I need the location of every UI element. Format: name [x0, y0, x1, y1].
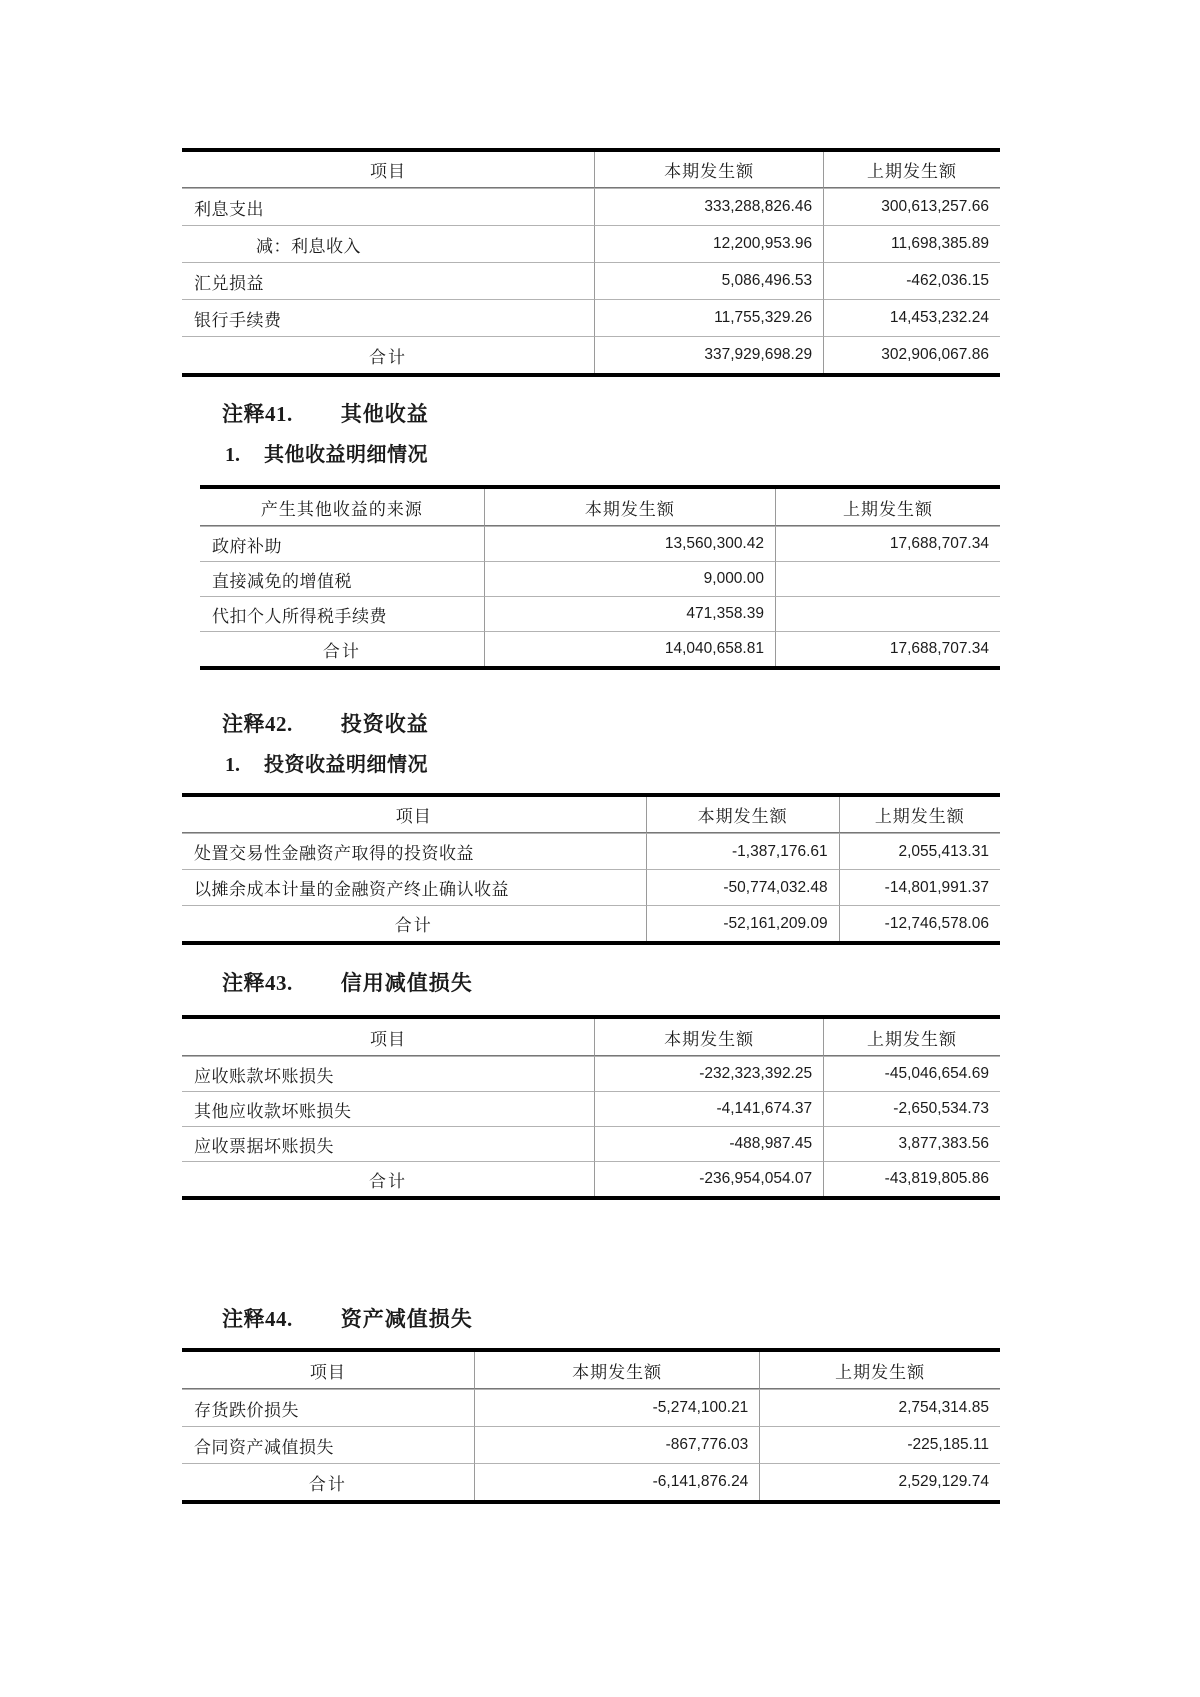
column-header: 上期发生额: [824, 152, 1000, 188]
investment-income-table: [182, 793, 1000, 945]
prior-period-amount: -43,819,805.86: [824, 1161, 1000, 1196]
note-42-label: 注释42.: [222, 712, 293, 736]
column-header: 项目: [182, 1352, 475, 1389]
current-period-amount: 471,358.39: [485, 596, 776, 631]
current-period-amount: -52,161,209.09: [647, 905, 840, 941]
row-label: 直接减免的增值税: [200, 561, 485, 596]
prior-period-amount: 3,877,383.56: [824, 1126, 1000, 1161]
prior-period-amount: 302,906,067.86: [824, 336, 1000, 373]
column-header: 产生其他收益的来源: [200, 489, 485, 526]
row-label: 其他应收款坏账损失: [182, 1091, 595, 1126]
prior-period-amount: 2,754,314.85: [760, 1389, 1000, 1426]
row-label: 存货跌价损失: [182, 1389, 475, 1426]
note-42-subheading: [225, 752, 428, 778]
note-44-title: 资产减值损失: [340, 1307, 473, 1331]
note-43-title: 信用减值损失: [340, 971, 473, 995]
row-label: 处置交易性金融资产取得的投资收益: [182, 833, 647, 869]
column-header: 本期发生额: [595, 1019, 824, 1056]
current-period-amount: -50,774,032.48: [647, 869, 840, 905]
note-42-title: 投资收益: [340, 712, 429, 736]
current-period-amount: 14,040,658.81: [485, 631, 776, 666]
note-42-heading: [222, 710, 429, 738]
credit-impairment-table: [182, 1015, 1000, 1200]
current-period-amount: 9,000.00: [485, 561, 776, 596]
current-period-amount: -867,776.03: [475, 1426, 760, 1463]
current-period-amount: -232,323,392.25: [595, 1056, 824, 1091]
current-period-amount: -6,141,876.24: [475, 1463, 760, 1500]
note-41-label: 注释41.: [222, 402, 293, 426]
note-42-item-number: 1.: [225, 754, 240, 776]
prior-period-amount: -225,185.11: [760, 1426, 1000, 1463]
column-header: 项目: [182, 1019, 595, 1056]
current-period-amount: -4,141,674.37: [595, 1091, 824, 1126]
note-43-label: 注释43.: [222, 971, 293, 995]
prior-period-amount: 17,688,707.34: [776, 526, 1000, 561]
row-label: 减：利息收入: [182, 225, 595, 262]
current-period-amount: -488,987.45: [595, 1126, 824, 1161]
row-label: 应收票据坏账损失: [182, 1126, 595, 1161]
current-period-amount: -5,274,100.21: [475, 1389, 760, 1426]
column-header: 项目: [182, 152, 595, 188]
row-label: 汇兑损益: [182, 262, 595, 299]
prior-period-amount: 11,698,385.89: [824, 225, 1000, 262]
prior-period-amount: 2,055,413.31: [840, 833, 1000, 869]
note-41-subheading: [225, 442, 428, 468]
prior-period-amount: [776, 561, 1000, 596]
row-label: 政府补助: [200, 526, 485, 561]
prior-period-amount: -462,036.15: [824, 262, 1000, 299]
other-income-table: [200, 485, 1000, 670]
row-label: 银行手续费: [182, 299, 595, 336]
current-period-amount: 333,288,826.46: [595, 188, 824, 225]
column-header: 上期发生额: [840, 797, 1000, 833]
note-41-heading: [222, 400, 429, 428]
column-header: 本期发生额: [595, 152, 824, 188]
current-period-amount: 12,200,953.96: [595, 225, 824, 262]
total-row-label: 合计: [182, 1161, 595, 1196]
prior-period-amount: 2,529,129.74: [760, 1463, 1000, 1500]
prior-period-amount: -45,046,654.69: [824, 1056, 1000, 1091]
note-43-heading: [222, 969, 473, 997]
column-header: 本期发生额: [475, 1352, 760, 1389]
row-label: 以摊余成本计量的金融资产终止确认收益: [182, 869, 647, 905]
total-row-label: 合计: [182, 905, 647, 941]
note-42-item-title: 投资收益明细情况: [264, 754, 428, 776]
note-44-heading: [222, 1305, 473, 1333]
column-header: 项目: [182, 797, 647, 833]
row-label: 代扣个人所得税手续费: [200, 596, 485, 631]
note-41-item-number: 1.: [225, 444, 240, 466]
row-label: 利息支出: [182, 188, 595, 225]
note-44-label: 注释44.: [222, 1307, 293, 1331]
current-period-amount: 5,086,496.53: [595, 262, 824, 299]
prior-period-amount: -12,746,578.06: [840, 905, 1000, 941]
total-row-label: 合计: [200, 631, 485, 666]
current-period-amount: -236,954,054.07: [595, 1161, 824, 1196]
prior-period-amount: -2,650,534.73: [824, 1091, 1000, 1126]
prior-period-amount: [776, 596, 1000, 631]
note-41-item-title: 其他收益明细情况: [264, 444, 428, 466]
column-header: 上期发生额: [760, 1352, 1000, 1389]
total-row-label: 合计: [182, 1463, 475, 1500]
column-header: 上期发生额: [776, 489, 1000, 526]
column-header: 上期发生额: [824, 1019, 1000, 1056]
prior-period-amount: -14,801,991.37: [840, 869, 1000, 905]
current-period-amount: 337,929,698.29: [595, 336, 824, 373]
asset-impairment-table: [182, 1348, 1000, 1504]
prior-period-amount: 17,688,707.34: [776, 631, 1000, 666]
total-row-label: 合计: [182, 336, 595, 373]
column-header: 本期发生额: [647, 797, 840, 833]
note-41-title: 其他收益: [340, 402, 429, 426]
current-period-amount: 11,755,329.26: [595, 299, 824, 336]
row-label: 应收账款坏账损失: [182, 1056, 595, 1091]
column-header: 本期发生额: [485, 489, 776, 526]
prior-period-amount: 14,453,232.24: [824, 299, 1000, 336]
current-period-amount: 13,560,300.42: [485, 526, 776, 561]
prior-period-amount: 300,613,257.66: [824, 188, 1000, 225]
current-period-amount: -1,387,176.61: [647, 833, 840, 869]
row-label: 合同资产减值损失: [182, 1426, 475, 1463]
finance-expense-table: [182, 148, 1000, 377]
